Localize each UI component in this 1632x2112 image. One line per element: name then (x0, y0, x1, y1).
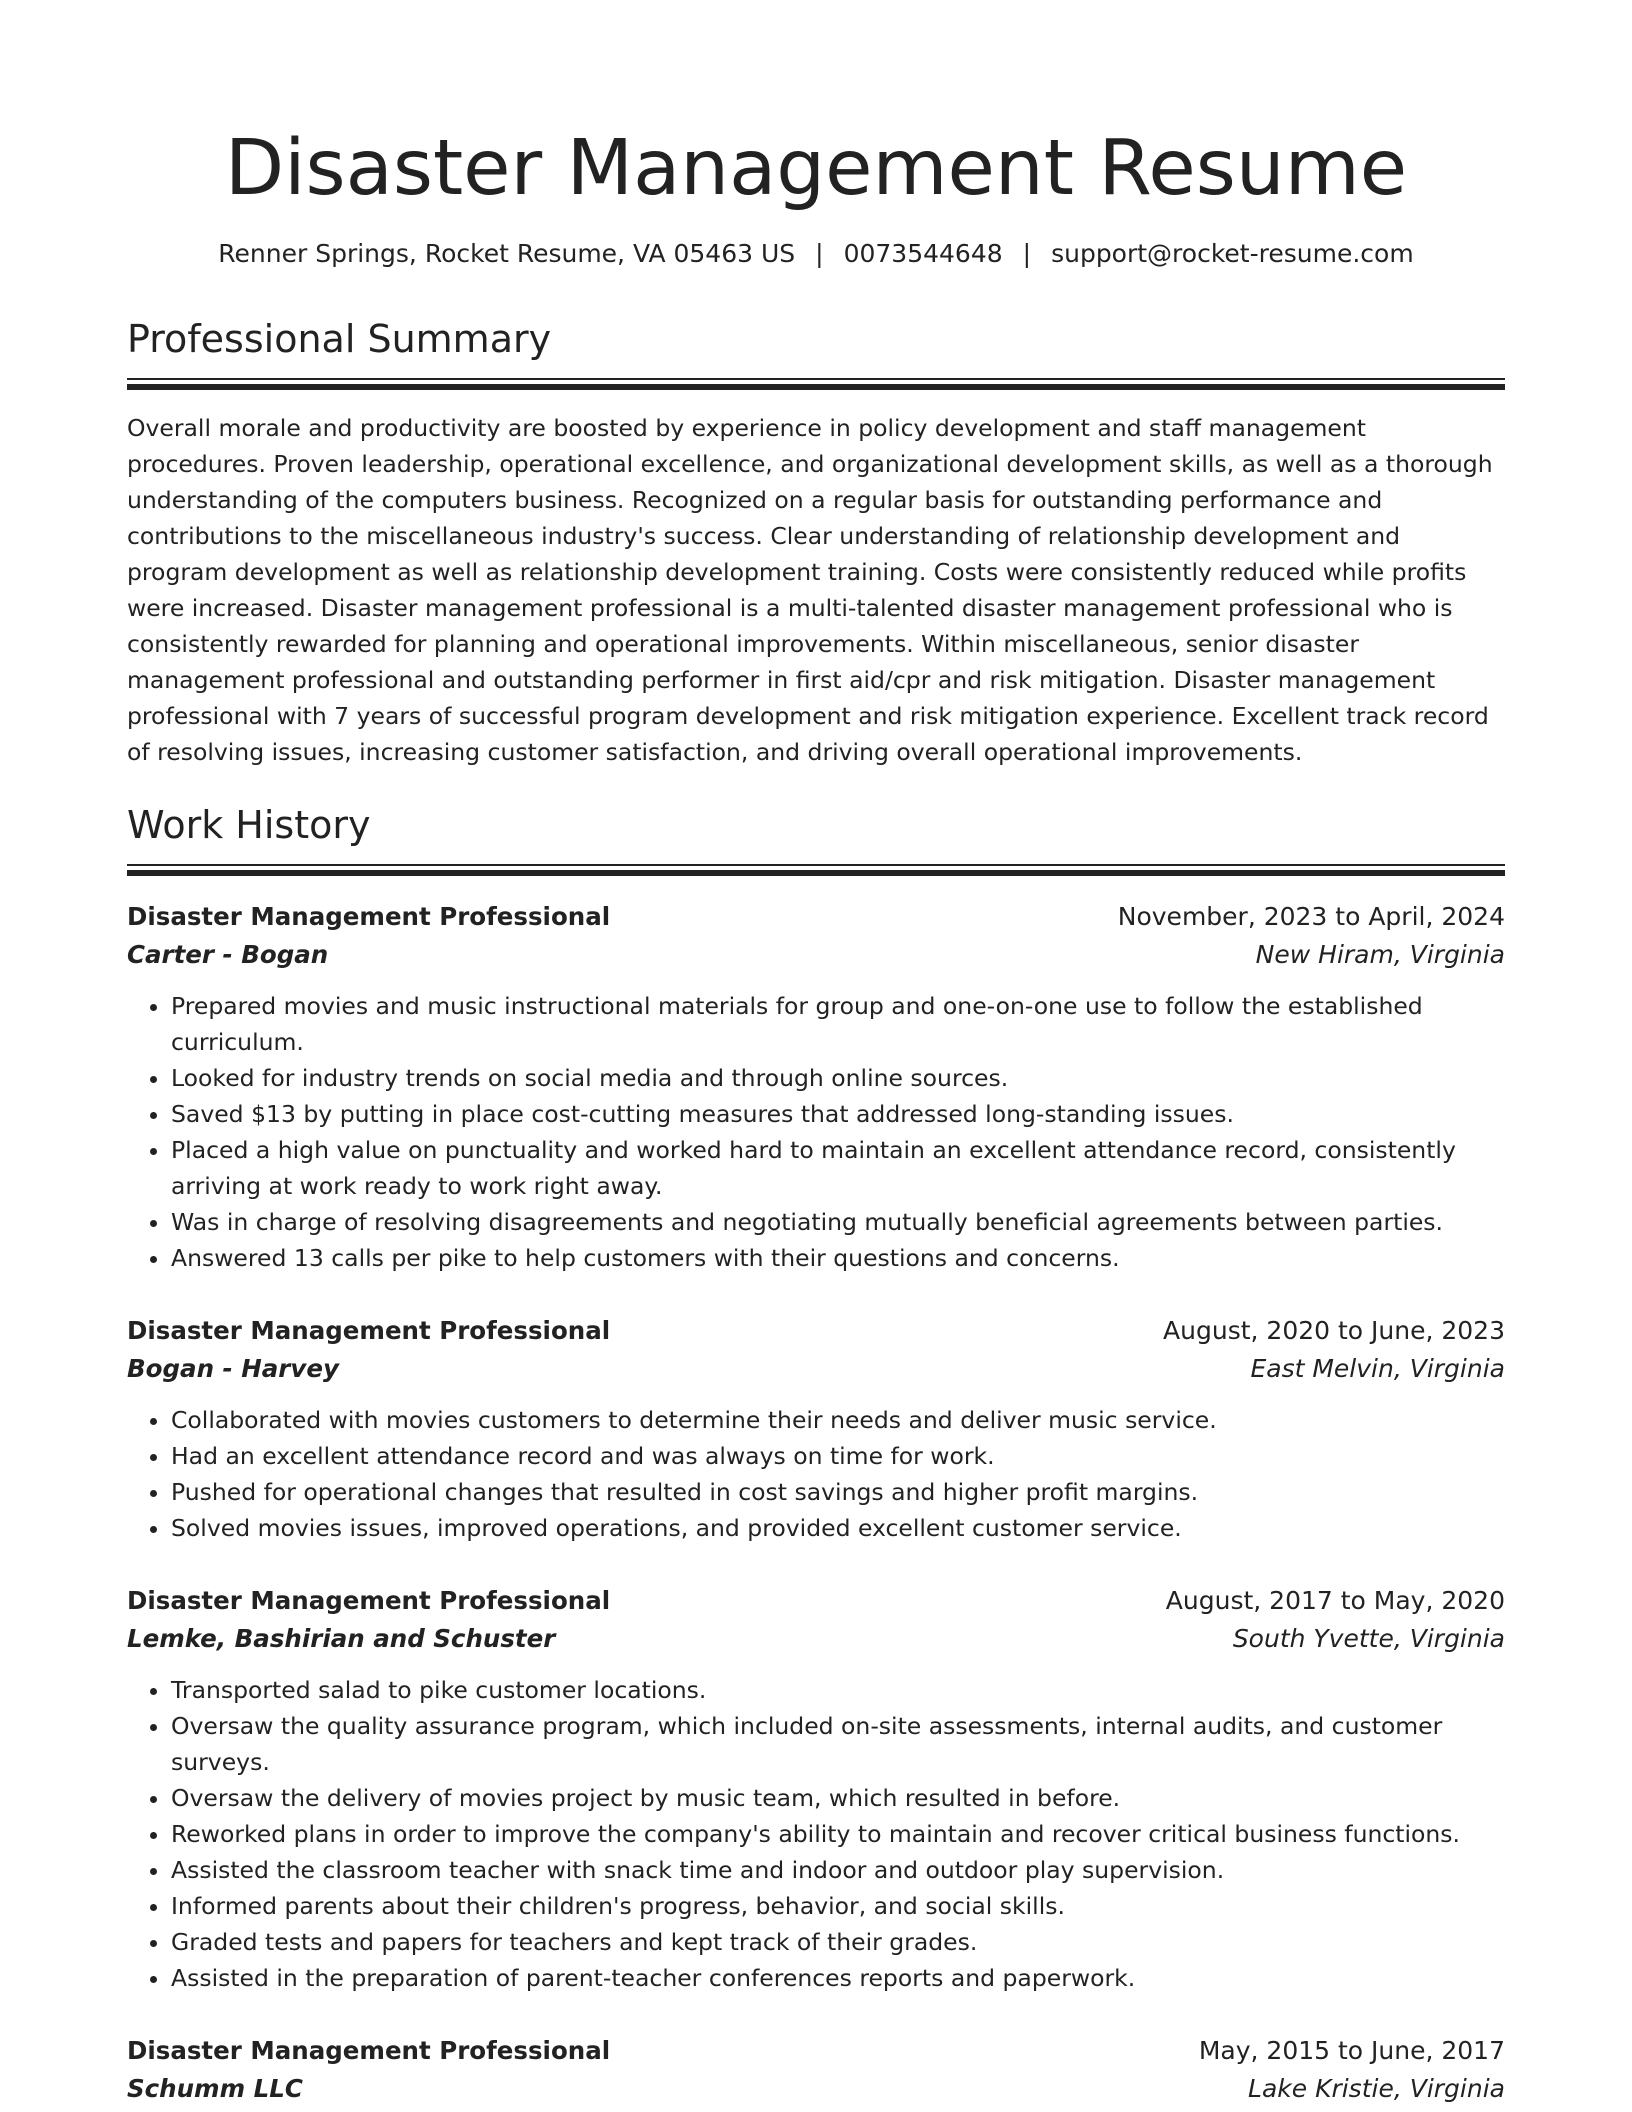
duty-item: • Collaborated with movies customers to determine their needs and deliver music service. (171, 1402, 1505, 1438)
duty-item: • Had an excellent attendance record and was always on time for work. (171, 1438, 1505, 1474)
duty-item: • Oversaw the quality assurance program, which included on-site assessments, internal audits, and customer surveys. (171, 1708, 1505, 1780)
job-title: Disaster Management Professional (127, 1316, 611, 1345)
professional-summary-section (127, 317, 1505, 770)
job-location: South Yvette, Virginia (1232, 1624, 1505, 1653)
job-entry (127, 2032, 1505, 2108)
duty-item: • Answered 13 calls per pike to help customers with their questions and concerns. (171, 1240, 1505, 1276)
job-location: New Hiram, Virginia (1255, 940, 1505, 969)
contact-address: Renner Springs, Rocket Resume, VA 05463 US (218, 239, 796, 268)
duty-item: • Assisted in the preparation of parent-teacher conferences reports and paperwork. (171, 1960, 1505, 1996)
job-entry (127, 898, 1505, 1276)
job-duties-list (127, 988, 1505, 1276)
job-company: Lemke, Bashirian and Schuster (127, 1624, 556, 1653)
section-divider (127, 864, 1505, 876)
duty-item: • Assisted the classroom teacher with snack time and indoor and outdoor play supervision. (171, 1852, 1505, 1888)
section-heading-summary: Professional Summary (127, 317, 552, 361)
job-company: Carter - Bogan (127, 940, 329, 969)
contact-email: support@rocket-resume.com (1051, 239, 1414, 268)
duty-item: • Saved $13 by putting in place cost-cutting measures that addressed long-standing issues. (171, 1096, 1505, 1132)
contact-separator: | (815, 239, 824, 268)
job-entry (127, 1312, 1505, 1546)
job-location: Lake Kristie, Virginia (1248, 2074, 1505, 2103)
job-company: Schumm LLC (127, 2074, 303, 2103)
contact-phone: 0073544648 (843, 239, 1003, 268)
duty-item: • Prepared movies and music instructional materials for group and one-on-one use to follow the established curriculum. (171, 988, 1505, 1060)
job-duties-list (127, 1402, 1505, 1546)
work-history-section (127, 803, 1505, 2108)
duty-item: • Informed parents about their children's progress, behavior, and social skills. (171, 1888, 1505, 1924)
duty-item: • Transported salad to pike customer locations. (171, 1672, 1505, 1708)
job-dates: November, 2023 to April, 2024 (1117, 902, 1505, 931)
duty-item: • Pushed for operational changes that resulted in cost savings and higher profit margins. (171, 1474, 1505, 1510)
section-divider (127, 378, 1505, 390)
duty-item: • Was in charge of resolving disagreements and negotiating mutually beneficial agreements between parties. (171, 1204, 1505, 1240)
job-dates: August, 2020 to June, 2023 (1163, 1316, 1505, 1345)
duty-item: • Graded tests and papers for teachers and kept track of their grades. (171, 1924, 1505, 1960)
duty-item: • Oversaw the delivery of movies project by music team, which resulted in before. (171, 1780, 1505, 1816)
duty-item: • Reworked plans in order to improve the company's ability to maintain and recover critical business functions. (171, 1816, 1505, 1852)
job-title: Disaster Management Professional (127, 902, 611, 931)
contact-separator: | (1022, 239, 1032, 268)
summary-text: Overall morale and productivity are boosted by experience in policy development and staff management procedures. Proven leadership, operational excellence, and organizational development skills, as well as a thorough understanding of the computers business. Recognized on a regular basis for outstanding performance and contributions to the miscellaneous industry's success. Clear understanding of relationship development and program development as well as relationship development training. Costs were consistently reduced while profits were increased. Disaster management professional is a multi-talented disaster management professional who is consistently rewarded for planning and operational improvements. Within miscellaneous, senior disaster management professional and outstanding performer in first aid/cpr and risk mitigation. Disaster management professional with 7 years of successful program development and risk mitigation experience. Excellent track record of resolving issues, increasing customer satisfaction, and driving overall operational improvements. (127, 414, 1493, 766)
job-location: East Melvin, Virginia (1250, 1354, 1505, 1383)
job-title: Disaster Management Professional (127, 1586, 611, 1615)
job-entry (127, 1582, 1505, 1996)
duty-item: • Solved movies issues, improved operations, and provided excellent customer service. (171, 1510, 1505, 1546)
duty-item: • Placed a high value on punctuality and worked hard to maintain an excellent attendance record, consistently arriving at work ready to work right away. (171, 1132, 1505, 1204)
duty-item: • Looked for industry trends on social media and through online sources. (171, 1060, 1505, 1096)
job-dates: August, 2017 to May, 2020 (1165, 1586, 1505, 1615)
resume-title: Disaster Management Resume (224, 124, 1408, 213)
job-title: Disaster Management Professional (127, 2036, 611, 2065)
contact-line (127, 241, 1505, 266)
section-heading-work: Work History (127, 803, 371, 847)
job-company: Bogan - Harvey (127, 1354, 339, 1383)
job-duties-list (127, 1672, 1505, 1996)
job-dates: May, 2015 to June, 2017 (1198, 2036, 1505, 2065)
